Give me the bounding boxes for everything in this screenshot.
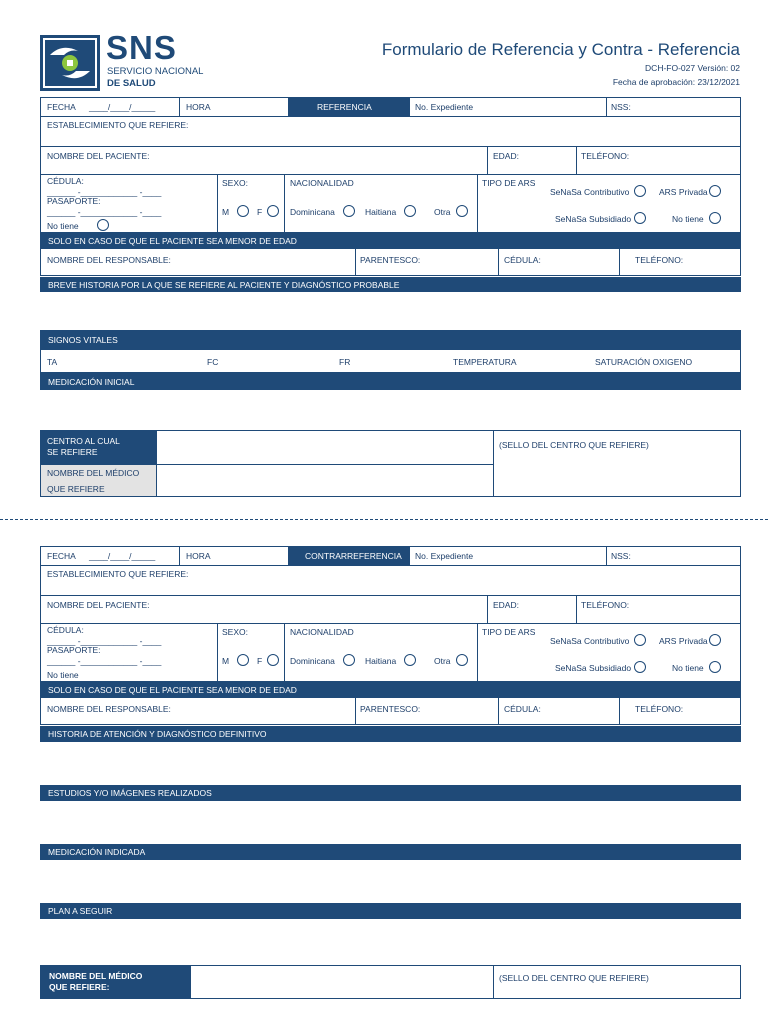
paciente-label: NOMBRE DEL PACIENTE: bbox=[47, 151, 150, 161]
establecimiento-label: ESTABLECIMIENTO QUE REFIERE: bbox=[47, 120, 189, 130]
signos-label: SIGNOS VITALES bbox=[48, 334, 118, 345]
tipo-ars-label: TIPO DE ARS bbox=[482, 178, 536, 188]
cedula-field[interactable]: ______ -____________ -____ bbox=[47, 636, 162, 646]
signos-bar bbox=[40, 330, 741, 349]
expediente-label: No. Expediente bbox=[415, 551, 474, 561]
responsable-label: NOMBRE DEL RESPONSABLE: bbox=[47, 255, 171, 265]
centro-input[interactable] bbox=[157, 431, 493, 464]
sexo-f-label: F bbox=[257, 656, 263, 666]
doc-code: DCH-FO-027 Versión: 02 bbox=[645, 63, 740, 73]
nac-dominicana-label: Dominicana bbox=[290, 207, 335, 217]
plan-area[interactable] bbox=[40, 919, 741, 964]
ars-privada-radio[interactable] bbox=[709, 185, 721, 197]
nac-otra-label: Otra bbox=[434, 656, 451, 666]
menor-edad-bar bbox=[40, 233, 741, 248]
ars-subsidiado-label: SeNaSa Subsidiado bbox=[555, 663, 632, 673]
nss-label: NSS: bbox=[611, 551, 631, 561]
historia-definitivo-label: HISTORIA DE ATENCIÓN Y DIAGNÓSTICO DEFINITIVO bbox=[48, 729, 267, 739]
hands-heart-icon bbox=[40, 35, 100, 91]
ars-contributivo-label: SeNaSa Contributivo bbox=[550, 187, 630, 197]
telefono-label: TELÉFONO: bbox=[581, 151, 630, 161]
brand-line2: DE SALUD bbox=[107, 78, 156, 89]
sello-label: (SELLO DEL CENTRO QUE REFIERE) bbox=[499, 973, 649, 983]
sexo-m-radio[interactable] bbox=[237, 654, 249, 666]
fecha-label: FECHA bbox=[47, 551, 76, 561]
telefono-label: TELÉFONO: bbox=[581, 600, 630, 610]
menor-edad-bar-2 bbox=[40, 682, 741, 697]
medico-label-2: QUE REFIERE: bbox=[49, 982, 110, 992]
cedula-field[interactable]: ______ -____________ -____ bbox=[47, 187, 162, 197]
ars-contributivo-label: SeNaSa Contributivo bbox=[550, 636, 630, 646]
expediente-label: No. Expediente bbox=[415, 102, 474, 112]
sns-logo bbox=[40, 35, 100, 91]
edad-label: EDAD: bbox=[493, 151, 519, 161]
sexo-m-label: M bbox=[222, 656, 230, 666]
medicacion-inicial-label: MEDICACIÓN INICIAL bbox=[48, 376, 135, 387]
estudios-bar bbox=[40, 785, 741, 801]
parentesco-label: PARENTESCO: bbox=[360, 704, 421, 714]
nss-label: NSS: bbox=[611, 102, 631, 112]
ta-label: TA bbox=[47, 357, 58, 367]
ars-no-tiene-radio[interactable] bbox=[709, 212, 721, 224]
nacionalidad-label: NACIONALIDAD bbox=[290, 178, 354, 188]
no-tiene-doc-label: No tiene bbox=[47, 670, 79, 680]
estudios-label: ESTUDIOS Y/O IMÁGENES REALIZADOS bbox=[48, 788, 212, 798]
historia-label: BREVE HISTORIA POR LA QUE SE REFIERE AL PACIENTE Y DIAGNÓSTICO PROBABLE bbox=[48, 279, 400, 290]
form-title: Formulario de Referencia y Contra - Referencia bbox=[381, 40, 740, 59]
resp-cedula-label: CÉDULA: bbox=[504, 255, 541, 265]
medicacion-indicada-bar bbox=[40, 844, 741, 860]
nac-haitiana-label: Haitiana bbox=[365, 207, 397, 217]
sexo-label: SEXO: bbox=[222, 178, 248, 188]
resp-cedula-label: CÉDULA: bbox=[504, 704, 541, 714]
brand-line1: SERVICIO NACIONAL bbox=[107, 66, 204, 77]
approval-date: Fecha de aprobación: 23/12/2021 bbox=[612, 77, 740, 87]
hora-label: HORA bbox=[186, 551, 211, 561]
sexo-m-radio[interactable] bbox=[237, 205, 249, 217]
nac-haitiana-label: Haitiana bbox=[365, 656, 397, 666]
sexo-label: SEXO: bbox=[222, 627, 248, 637]
ars-no-tiene-label: No tiene bbox=[672, 663, 704, 673]
responsable-row-2 bbox=[40, 697, 741, 725]
fecha-field[interactable]: ____/____/_____ bbox=[89, 551, 156, 561]
cedula-label: CÉDULA: bbox=[47, 176, 84, 186]
medico-label-2: QUE REFIERE bbox=[47, 484, 105, 494]
medico-label-1: NOMBRE DEL MÉDICO bbox=[47, 468, 140, 478]
pasaporte-field[interactable]: ______ -____________ -____ bbox=[47, 656, 162, 666]
cedula-label: CÉDULA: bbox=[47, 625, 84, 635]
edad-label: EDAD: bbox=[493, 600, 519, 610]
ars-no-tiene-radio[interactable] bbox=[709, 661, 721, 673]
medico-block-2 bbox=[40, 965, 741, 999]
signos-row bbox=[40, 349, 741, 373]
tipo-ars-label: TIPO DE ARS bbox=[482, 627, 536, 637]
ars-subsidiado-radio[interactable] bbox=[634, 212, 646, 224]
ars-no-tiene-label: No tiene bbox=[672, 214, 704, 224]
medico-input[interactable] bbox=[157, 465, 493, 496]
sello-label: (SELLO DEL CENTRO QUE REFIERE) bbox=[499, 440, 649, 450]
fecha-field[interactable]: ____/____/_____ bbox=[89, 102, 156, 112]
medico-label-1: NOMBRE DEL MÉDICO bbox=[49, 971, 143, 981]
referencia-tag-label: REFERENCIA bbox=[317, 102, 372, 112]
medicacion-indicada-area[interactable] bbox=[40, 860, 741, 903]
responsable-label: NOMBRE DEL RESPONSABLE: bbox=[47, 704, 171, 714]
nac-otra-radio[interactable] bbox=[456, 654, 468, 666]
sexo-m-label: M bbox=[222, 207, 230, 217]
nac-dominicana-label: Dominicana bbox=[290, 656, 335, 666]
ars-contributivo-radio[interactable] bbox=[634, 185, 646, 197]
nac-dominicana-radio[interactable] bbox=[343, 654, 355, 666]
centro-label-2: SE REFIERE bbox=[47, 447, 98, 457]
pasaporte-field[interactable]: ______ -____________ -____ bbox=[47, 207, 162, 217]
no-tiene-doc-radio[interactable] bbox=[97, 219, 109, 231]
fc-label: FC bbox=[207, 357, 219, 367]
plan-bar bbox=[40, 903, 741, 919]
contrarreferencia-tag-label: CONTRARREFERENCIA bbox=[305, 551, 402, 561]
historia-definitivo-bar bbox=[40, 726, 741, 742]
saturacion-label: SATURACIÓN OXIGENO bbox=[595, 357, 693, 367]
ars-subsidiado-radio[interactable] bbox=[634, 661, 646, 673]
sexo-f-label: F bbox=[257, 207, 263, 217]
parentesco-label: PARENTESCO: bbox=[360, 255, 421, 265]
pasaporte-label: PASAPORTE: bbox=[47, 196, 101, 206]
centro-label-1: CENTRO AL CUAL bbox=[47, 436, 120, 446]
sexo-f-radio[interactable] bbox=[267, 654, 279, 666]
no-tiene-doc-label: No tiene bbox=[47, 221, 79, 231]
fr-label: FR bbox=[339, 357, 351, 367]
nac-otra-label: Otra bbox=[434, 207, 451, 217]
ars-subsidiado-label: SeNaSa Subsidiado bbox=[555, 214, 632, 224]
fecha-label: FECHA bbox=[47, 102, 76, 112]
ars-privada-label: ARS Privada bbox=[659, 187, 708, 197]
resp-telefono-label: TELÉFONO: bbox=[635, 704, 684, 714]
nac-otra-radio[interactable] bbox=[456, 205, 468, 217]
ars-privada-radio[interactable] bbox=[709, 634, 721, 646]
nacionalidad-label: NACIONALIDAD bbox=[290, 627, 354, 637]
cut-line bbox=[0, 519, 768, 520]
sexo-f-radio[interactable] bbox=[267, 205, 279, 217]
medicacion-inicial-bar bbox=[40, 373, 741, 390]
medicacion-area[interactable] bbox=[40, 390, 741, 430]
establecimiento-label: ESTABLECIMIENTO QUE REFIERE: bbox=[47, 569, 189, 579]
centro-block bbox=[40, 430, 741, 497]
plan-label: PLAN A SEGUIR bbox=[48, 906, 113, 916]
responsable-row bbox=[40, 248, 741, 276]
paciente-label: NOMBRE DEL PACIENTE: bbox=[47, 600, 150, 610]
temperatura-label: TEMPERATURA bbox=[453, 357, 517, 367]
nac-dominicana-radio[interactable] bbox=[343, 205, 355, 217]
medicacion-indicada-label: MEDICACIÓN INDICADA bbox=[48, 847, 146, 857]
historia-bar bbox=[40, 277, 741, 292]
resp-telefono-label: TELÉFONO: bbox=[635, 255, 684, 265]
menor-edad-label: SOLO EN CASO DE QUE EL PACIENTE SEA MENOR DE EDAD bbox=[48, 235, 297, 246]
nac-haitiana-radio[interactable] bbox=[404, 205, 416, 217]
ars-contributivo-radio[interactable] bbox=[634, 634, 646, 646]
menor-edad-label-2: SOLO EN CASO DE QUE EL PACIENTE SEA MENOR DE EDAD bbox=[48, 684, 297, 695]
hora-label: HORA bbox=[186, 102, 211, 112]
historia-area[interactable] bbox=[40, 292, 741, 330]
referencia-form bbox=[40, 97, 741, 233]
contrarreferencia-form bbox=[40, 546, 741, 682]
brand-name: SNS bbox=[106, 29, 177, 66]
nac-haitiana-radio[interactable] bbox=[404, 654, 416, 666]
ars-privada-label: ARS Privada bbox=[659, 636, 708, 646]
pasaporte-label: PASAPORTE: bbox=[47, 645, 101, 655]
medico-input-2[interactable] bbox=[192, 966, 493, 998]
historia-definitivo-area[interactable] bbox=[40, 742, 741, 785]
estudios-area[interactable] bbox=[40, 801, 741, 844]
